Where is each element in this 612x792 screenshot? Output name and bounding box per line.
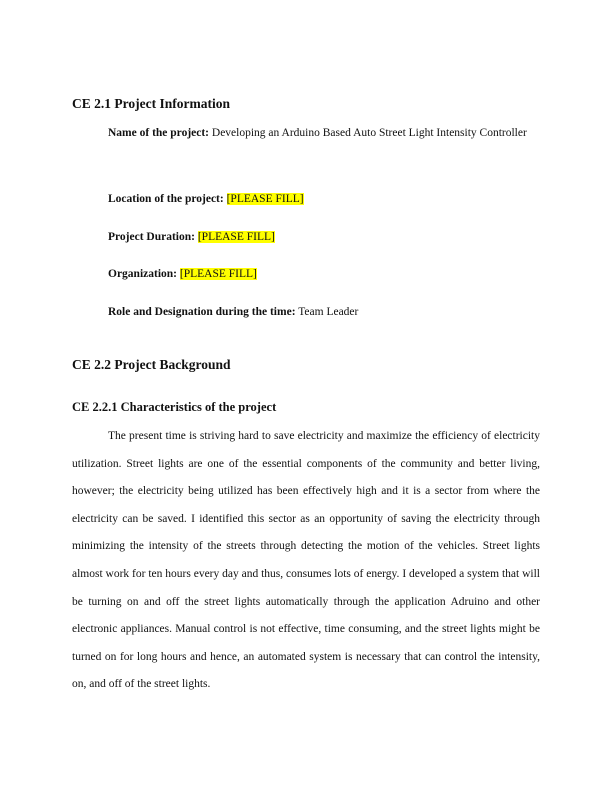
role-value: Team Leader bbox=[298, 306, 359, 318]
characteristics-paragraph: The present time is striving hard to save electricity and maximize the efficiency of electricity utilization. Street lights are one of the essential components of the community and better living, however; the electricity being utilized has been effectively high and it is a sector from where the electricity can be saved. I identified this sector as an opportunity of saving the electricity through minimizing the intensity of the streets through detecting the motion of the vehicles. Street lights almost work for ten hours every day and thus, consumes lots of energy. I developed a system that will be turning on and off the street lights automatically through the application Adruino and other electronic appliances. Manual control is not effective, time consuming, and the street lights might be turned on for long hours and hence, an automated system is necessary that can control the intensity, on, and off of the street lights. bbox=[72, 430, 540, 691]
role-label: Role and Designation during the time: bbox=[108, 306, 296, 318]
duration-value: [PLEASE FILL] bbox=[197, 231, 275, 243]
organization-label: Organization: bbox=[108, 268, 177, 280]
duration-field bbox=[108, 231, 275, 243]
location-value: [PLEASE FILL] bbox=[226, 193, 304, 205]
duration-label: Project Duration: bbox=[108, 231, 195, 243]
project-name-label: Name of the project: bbox=[108, 127, 210, 139]
project-name-value: Developing an Arduino Based Auto Street Light Intensity Controller bbox=[211, 127, 527, 139]
project-name-paragraph bbox=[72, 120, 540, 148]
location-field bbox=[108, 193, 304, 205]
section-heading-project-background: CE 2.2 Project Background bbox=[72, 357, 231, 372]
organization-field bbox=[108, 268, 257, 280]
role-field bbox=[108, 306, 358, 318]
location-label: Location of the project: bbox=[108, 193, 224, 205]
section-heading-project-information: CE 2.1 Project Information bbox=[72, 96, 230, 111]
organization-value: [PLEASE FILL] bbox=[179, 268, 257, 280]
subsection-heading-characteristics: CE 2.2.1 Characteristics of the project bbox=[72, 400, 277, 414]
